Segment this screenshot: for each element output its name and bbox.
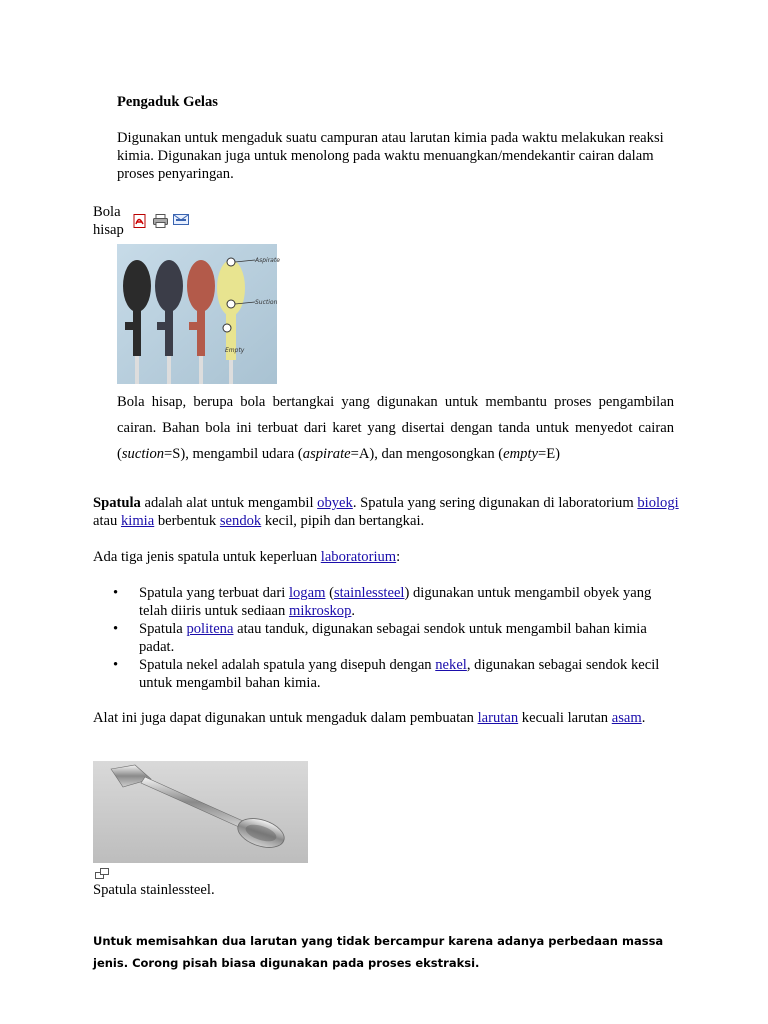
email-icon[interactable] [173, 214, 187, 227]
list-item [93, 656, 668, 692]
bola-hisap-image [117, 244, 280, 384]
link-kimia[interactable]: kimia [120, 513, 155, 529]
spatula-text: adalah alat untuk mengambil [140, 495, 318, 511]
list-text: Spatula [139, 621, 187, 637]
link-obyek[interactable]: obyek [317, 495, 353, 511]
suction-label: Suction [255, 299, 278, 306]
usage-text: Alat ini juga dapat digunakan untuk mengaduk dalam pembuatan [93, 710, 478, 726]
pengaduk-gelas-description: Digunakan untuk mengaduk suatu campuran atau larutan kimia pada waktu melakukan reaksi kimia. Digunakan juga untuk menolong pada waktu menuangkan/mendekantir cairan dalam proses penyaringan. [117, 130, 664, 182]
link-asam[interactable]: asam [611, 710, 642, 726]
list-text: . [351, 603, 356, 619]
spatula-image [93, 761, 308, 863]
usage-text: . [641, 710, 646, 726]
list-text: ) digunakan untuk mengambil obyek yang telah diiris untuk sediaan [139, 585, 652, 619]
link-sendok[interactable]: sendok [219, 513, 262, 529]
corong-pisah-paragraph: Untuk memisahkan dua larutan yang tidak bercampur karena adanya perbedaan massa jenis. Corong pisah biasa digunakan pada proses ekstraksi. [93, 934, 664, 970]
bola-desc-part3: =A), dan mengosongkan ( [350, 446, 504, 462]
spatula-caption: Spatula stainlessteel. [93, 882, 215, 898]
spatula-text: berbentuk [154, 513, 220, 529]
bola-hisap-label [93, 203, 124, 239]
link-mikroskop[interactable]: mikroskop [288, 603, 352, 619]
bullet-icon: • [113, 657, 119, 673]
bola-label-line2: hisap [93, 222, 124, 238]
aspirate-label: Aspirate [255, 257, 280, 264]
link-politena[interactable]: politena [186, 621, 234, 637]
pdf-icon[interactable] [133, 214, 147, 227]
empty-label: Empty [225, 347, 245, 354]
bullet-icon: • [113, 585, 119, 601]
list-text: Spatula yang terbuat dari [139, 585, 289, 601]
spatula-usage-paragraph [93, 709, 653, 727]
bola-desc-part1: Bola hisap, berupa bola bertangkai yang digunakan untuk membantu proses pengambilan cairan. Bahan bola ini terbuat dari karet yang disertai dengan tanda untuk menyedot cairan ( [117, 394, 674, 462]
bola-desc-part2: =S), mengambil udara ( [164, 446, 303, 462]
list-text: , digunakan sebagai sendok kecil untuk mengambil bahan kimia. [139, 657, 660, 691]
list-text: ( [325, 585, 334, 601]
bullet-icon: • [113, 621, 119, 637]
list-item [93, 584, 668, 620]
list-item [93, 620, 668, 656]
spatula-types-colon: : [396, 549, 401, 565]
bola-desc-suction: suction [121, 446, 165, 462]
bola-desc-aspirate: aspirate [302, 446, 351, 462]
bola-desc-empty: empty [503, 446, 538, 462]
bola-desc-part4: =E) [538, 446, 561, 462]
spatula-text: atau [93, 513, 121, 529]
document-actions [133, 214, 187, 227]
spatula-intro-paragraph [93, 494, 683, 530]
spatula-text: . Spatula yang sering digunakan di laboratorium [352, 495, 638, 511]
spatula-term: Spatula [93, 495, 141, 511]
link-larutan[interactable]: larutan [477, 710, 519, 726]
print-icon[interactable] [153, 214, 167, 227]
link-stainlessteel[interactable]: stainlessteel [333, 585, 405, 601]
bola-label-line1: Bola [93, 204, 121, 220]
section-title-pengaduk-gelas: Pengaduk Gelas [117, 94, 218, 110]
link-logam[interactable]: logam [288, 585, 326, 601]
spatula-types-text: Ada tiga jenis spatula untuk keperluan [93, 549, 321, 565]
spatula-text: kecil, pipih dan bertangkai. [261, 513, 425, 529]
usage-text: kecuali larutan [518, 710, 612, 726]
link-biologi[interactable]: biologi [637, 495, 679, 511]
spatula-types-list [93, 584, 668, 692]
list-text: atau tanduk, digunakan sebagai sendok untuk mengambil bahan kimia padat. [139, 621, 647, 655]
link-laboratorium[interactable]: laboratorium [320, 549, 397, 565]
list-text: Spatula nekel adalah spatula yang disepuh dengan [139, 657, 436, 673]
link-nekel[interactable]: nekel [435, 657, 467, 673]
bola-hisap-description [117, 389, 674, 467]
spatula-types-intro [93, 548, 683, 566]
